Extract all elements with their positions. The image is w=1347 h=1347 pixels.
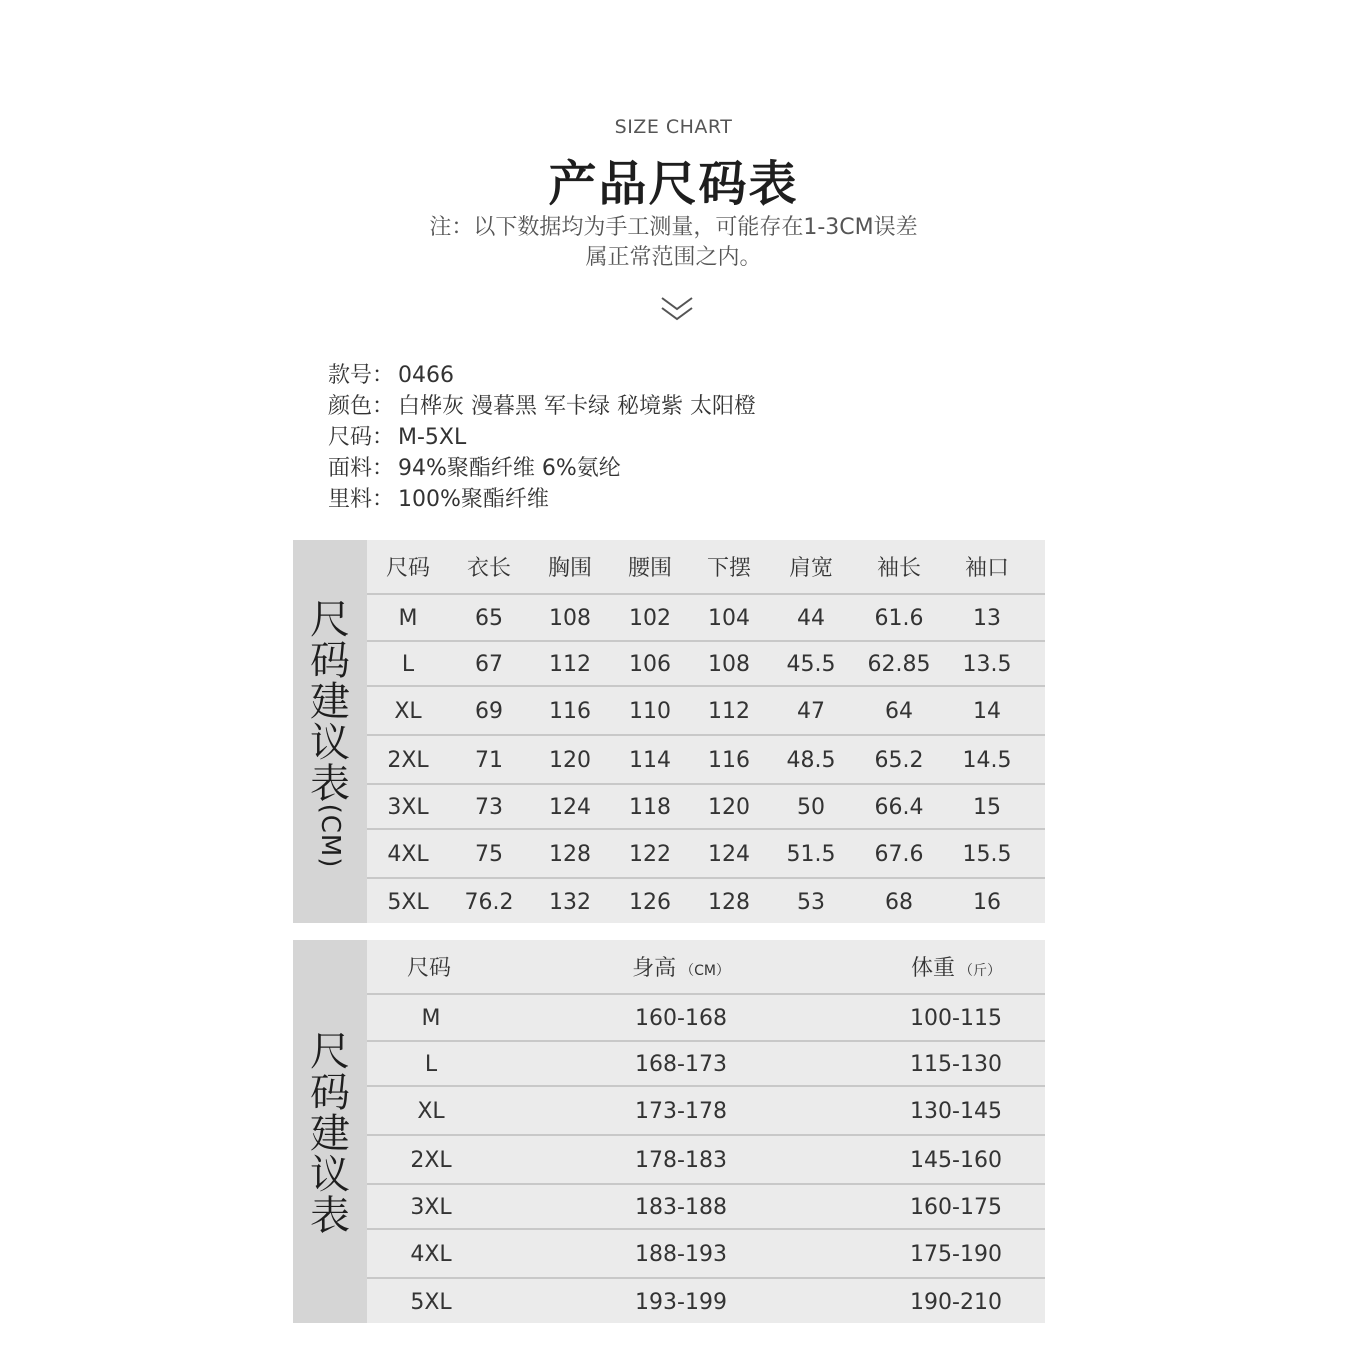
table-cell: 115-130 (910, 1052, 1002, 1077)
column-header: 胸围 (547, 556, 592, 581)
table-cell: 160-175 (910, 1195, 1002, 1220)
measurements-side-label (293, 597, 367, 869)
spec-lining (328, 484, 756, 515)
spec-value: 94%聚酯纤维 6%氨纶 (398, 456, 621, 481)
table-row (367, 734, 1045, 785)
table-cell: 122 (629, 842, 671, 867)
table-cell: 16 (973, 889, 1001, 915)
table-cell: 4XL (387, 842, 429, 867)
table-row (367, 640, 1045, 687)
table-row (367, 1183, 1045, 1230)
table-cell: 124 (549, 795, 591, 820)
table-cell: 108 (708, 652, 750, 677)
recommendation-grid (367, 940, 1045, 1323)
product-specs (328, 360, 756, 515)
column-header (495, 951, 867, 982)
table-cell: 175-190 (910, 1242, 1002, 1267)
side-label-char: 尺 (310, 597, 350, 643)
table-cell: 168-173 (635, 1052, 727, 1077)
recommendation-side-label (293, 1029, 367, 1239)
table-header-row (367, 940, 1045, 993)
spec-value: 100%聚酯纤维 (398, 487, 549, 512)
spec-fabric (328, 453, 756, 484)
column-header: 尺码 (385, 556, 430, 581)
spec-label: 款号： (328, 363, 395, 388)
table-cell: 14 (973, 699, 1001, 724)
side-label-char: 表 (310, 761, 350, 807)
column-header: 袖长 (876, 556, 921, 581)
column-header: 袖口 (964, 556, 1009, 581)
table-cell: 68 (885, 889, 913, 915)
table-cell: 67 (475, 652, 503, 677)
spec-label: 尺码： (328, 425, 395, 450)
table-cell: 3XL (410, 1195, 452, 1220)
table-row (367, 993, 1045, 1042)
table-cell: 128 (708, 889, 750, 915)
side-label-unit: (CM) (315, 803, 345, 869)
table-cell: XL (394, 699, 422, 724)
table-cell: 183-188 (635, 1195, 727, 1220)
table-cell: 173-178 (635, 1099, 727, 1124)
table-cell: 118 (629, 795, 671, 820)
table-row (367, 1134, 1045, 1185)
table-row (367, 1277, 1045, 1325)
table-cell: M (421, 1006, 441, 1031)
table-row (367, 1085, 1045, 1136)
note-line-1: 注：以下数据均为手工测量，可能存在1-3CM误差 (429, 215, 918, 240)
table-cell: 100-115 (910, 1006, 1002, 1031)
table-cell: 145-160 (910, 1148, 1002, 1173)
table-row (367, 783, 1045, 830)
table-cell: 124 (708, 842, 750, 867)
table-cell: 15.5 (962, 842, 1012, 867)
table-cell: 178-183 (635, 1148, 727, 1173)
measurements-table (293, 540, 1045, 923)
table-cell: 73 (475, 795, 503, 820)
table-cell: 132 (549, 889, 591, 915)
table-cell: 116 (549, 699, 591, 724)
table-cell: 193-199 (635, 1289, 727, 1315)
table-cell: 65.2 (874, 748, 924, 773)
side-label-char: 尺 (310, 1029, 350, 1075)
table-cell: 64 (885, 699, 913, 724)
side-label-char: 建 (310, 679, 350, 725)
table-cell: 5XL (410, 1289, 452, 1315)
table-cell: M (398, 606, 418, 631)
table-cell: 112 (708, 699, 750, 724)
size-chart-eyebrow: SIZE CHART (614, 116, 733, 138)
column-header: 下摆 (706, 556, 751, 581)
table-cell: 15 (973, 795, 1001, 820)
table-row (367, 593, 1045, 642)
spec-value: 白桦灰 漫暮黑 军卡绿 秘境紫 太阳橙 (398, 394, 756, 419)
table-cell: 4XL (410, 1242, 452, 1267)
table-cell: 50 (797, 795, 825, 820)
table-row (367, 1228, 1045, 1279)
table-cell: 126 (629, 889, 671, 915)
table-cell: 106 (629, 652, 671, 677)
table-cell: 130-145 (910, 1099, 1002, 1124)
note-line-2: 属正常范围之内。 (585, 245, 762, 270)
spec-colors (328, 391, 756, 422)
side-label-char: 码 (310, 1070, 350, 1116)
column-header-label: 体重 (910, 956, 955, 981)
table-cell: 13 (973, 606, 1001, 631)
page-title: 产品尺码表 (548, 156, 799, 212)
measurement-note (0, 213, 1347, 273)
table-cell: 48.5 (786, 748, 836, 773)
table-cell: 2XL (410, 1148, 452, 1173)
table-cell: 44 (797, 606, 825, 631)
spec-label: 里料： (328, 487, 395, 512)
side-label-char: 议 (310, 720, 350, 766)
table-cell: L (401, 652, 415, 677)
table-cell: 13.5 (962, 652, 1012, 677)
table-cell: 114 (629, 748, 671, 773)
spec-value: M-5XL (398, 425, 467, 450)
column-header-unit: （斤） (959, 963, 1001, 979)
spec-label: 颜色： (328, 394, 395, 419)
column-header-label: 尺码 (406, 956, 451, 981)
column-header-label: 身高 (632, 956, 677, 981)
table-cell: 128 (549, 842, 591, 867)
side-label-char: 表 (310, 1193, 350, 1239)
table-cell: 61.6 (874, 606, 924, 631)
table-cell: 160-168 (635, 1006, 727, 1031)
column-header-unit: （CM） (680, 963, 730, 979)
table-cell: 3XL (387, 795, 429, 820)
table-cell: 110 (629, 699, 671, 724)
table-cell: 76.2 (464, 889, 514, 915)
table-cell: 120 (708, 795, 750, 820)
table-cell: 112 (549, 652, 591, 677)
table-row (367, 828, 1045, 879)
table-cell: 14.5 (962, 748, 1012, 773)
table-cell: 108 (549, 606, 591, 631)
side-label-char: 码 (310, 638, 350, 684)
table-cell: 71 (475, 748, 503, 773)
column-header: 衣长 (466, 556, 511, 581)
table-cell: 104 (708, 606, 750, 631)
recommendation-side-panel (293, 940, 367, 1323)
measurements-side-panel (293, 540, 367, 923)
table-cell: 69 (475, 699, 503, 724)
table-cell: 53 (797, 889, 825, 915)
table-row (367, 877, 1045, 925)
side-label-char: 建 (310, 1111, 350, 1157)
recommendation-table (293, 940, 1045, 1323)
table-cell: 2XL (387, 748, 429, 773)
spec-value: 0466 (398, 363, 455, 388)
table-row (367, 1040, 1045, 1087)
column-header: 腰围 (627, 556, 672, 581)
table-row (367, 685, 1045, 736)
spec-sizes (328, 422, 756, 453)
spec-style-number (328, 360, 756, 391)
spec-label: 面料： (328, 456, 395, 481)
table-cell: 188-193 (635, 1242, 727, 1267)
table-cell: 62.85 (867, 652, 931, 677)
table-cell: 116 (708, 748, 750, 773)
column-header (867, 951, 1045, 982)
column-header: 肩宽 (788, 556, 833, 581)
double-chevron-down-icon (659, 294, 695, 324)
table-cell: 65 (475, 606, 503, 631)
table-cell: 75 (475, 842, 503, 867)
table-cell: 47 (797, 699, 825, 724)
table-cell: 5XL (387, 889, 429, 915)
measurements-grid (367, 540, 1045, 923)
table-cell: XL (417, 1099, 445, 1124)
table-cell: L (424, 1052, 438, 1077)
table-cell: 67.6 (874, 842, 924, 867)
table-cell: 102 (629, 606, 671, 631)
table-cell: 45.5 (786, 652, 836, 677)
column-header (367, 951, 495, 982)
table-cell: 51.5 (786, 842, 836, 867)
side-label-char: 议 (310, 1152, 350, 1198)
table-header-row (367, 540, 1045, 593)
table-cell: 190-210 (910, 1289, 1002, 1315)
table-cell: 120 (549, 748, 591, 773)
table-cell: 66.4 (874, 795, 924, 820)
